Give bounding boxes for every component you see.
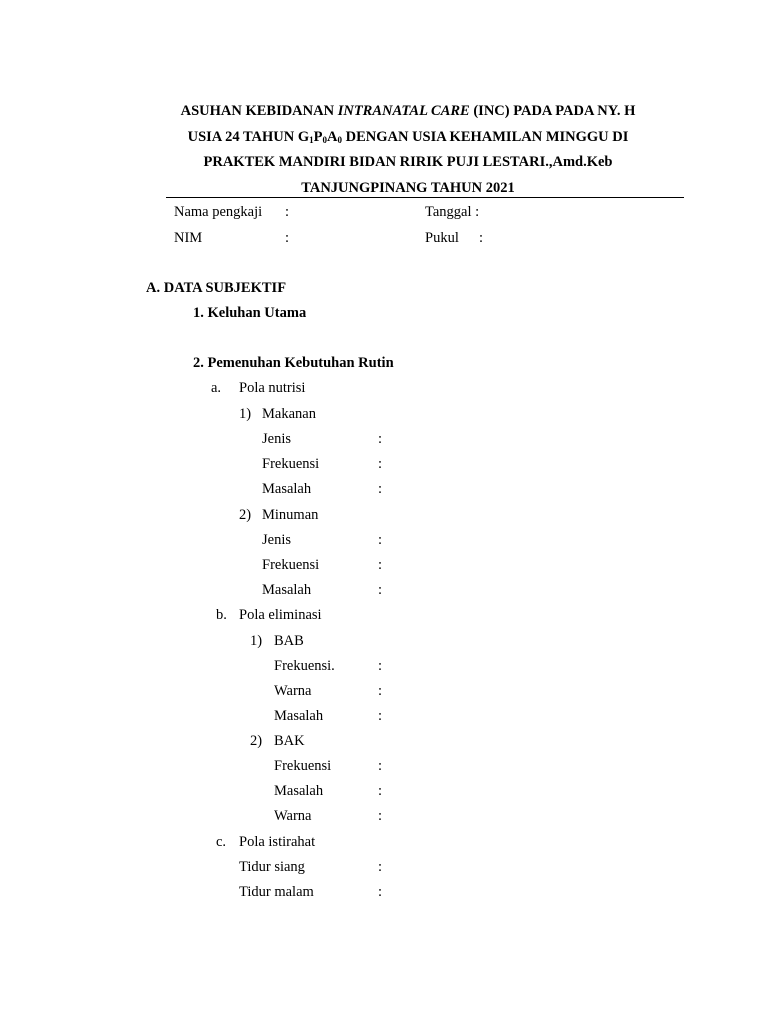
pukul-colon: : [479,230,484,246]
title-italic-term: INTRANATAL CARE [337,103,470,119]
minuman-number: 2) [239,507,252,523]
title-line-3: PRAKTEK MANDIRI BIDAN RIRIK PUJI LESTARI.,Amd.Keb [203,154,613,170]
makanan-masalah-colon: : [378,481,383,497]
bak-frekuensi-label: Frekuensi [274,758,332,774]
bab-label: BAB [274,633,304,649]
bak-masalah-label: Masalah [274,783,324,799]
minuman-jenis-label: Jenis [262,532,291,548]
pukul-label: Pukul [425,230,459,246]
nama-pengkaji-colon: : [285,204,290,220]
minuman-frekuensi-label: Frekuensi [262,557,320,573]
bak-warna-colon: : [378,808,383,824]
p-letter: P [313,129,323,145]
keluhan-utama-heading: 1. Keluhan Utama [193,305,307,321]
header-divider [166,197,684,198]
makanan-jenis-colon: : [378,431,383,447]
bak-masalah-colon: : [378,783,383,799]
nama-pengkaji-label: Nama pengkaji [174,204,263,220]
a-letter: A [327,129,338,145]
minuman-masalah-label: Masalah [262,582,312,598]
bak-warna-label: Warna [274,808,312,824]
title-line-2-end: DENGAN USIA KEHAMILAN MINGGU DI [341,129,629,145]
title-line-4: TANJUNGPINANG TAHUN 2021 [301,180,515,196]
a-subscript: 0 [337,135,342,145]
makanan-number: 1) [239,406,252,422]
title-line-1 [0,102,768,120]
bak-number: 2) [250,733,263,749]
makanan-label: Makanan [262,406,316,422]
g-subscript: 1 [309,135,314,145]
makanan-frekuensi-label: Frekuensi [262,456,320,472]
bab-number: 1) [250,633,263,649]
bab-masalah-colon: : [378,708,383,724]
minuman-masalah-colon: : [378,582,383,598]
title-text-end: (INC) PADA PADA NY. H [469,103,636,119]
makanan-jenis-label: Jenis [262,431,291,447]
tanggal-label: Tanggal : [425,204,480,220]
makanan-frekuensi-colon: : [378,456,383,472]
makanan-masalah-label: Masalah [262,481,312,497]
section-a-heading: A. DATA SUBJEKTIF [146,280,287,296]
bak-frekuensi-colon: : [378,758,383,774]
tidur-siang-label: Tidur siang [239,859,305,875]
istirahat-letter: c. [216,834,227,850]
tidur-malam-label: Tidur malam [239,884,314,900]
eliminasi-letter: b. [216,607,227,623]
tidur-malam-colon: : [378,884,383,900]
nutrisi-letter: a. [211,380,222,396]
p-subscript: 0 [322,135,327,145]
nim-colon: : [285,230,290,246]
bab-frekuensi-label: Frekuensi. [274,658,335,674]
tidur-siang-colon: : [378,859,383,875]
title-line-2 [0,128,768,146]
bab-warna-colon: : [378,683,383,699]
nutrisi-label: Pola nutrisi [239,380,306,396]
bak-label: BAK [274,733,305,749]
bab-masalah-label: Masalah [274,708,324,724]
minuman-frekuensi-colon: : [378,557,383,573]
bab-warna-label: Warna [274,683,312,699]
istirahat-label: Pola istirahat [239,834,316,850]
minuman-label: Minuman [262,507,319,523]
pemenuhan-heading: 2. Pemenuhan Kebutuhan Rutin [193,355,394,371]
minuman-jenis-colon: : [378,532,383,548]
title-text: ASUHAN KEBIDANAN [180,103,338,119]
bab-frekuensi-colon: : [378,658,383,674]
nim-label: NIM [174,230,203,246]
title-line-2-start: USIA 24 TAHUN G [187,129,310,145]
eliminasi-label: Pola eliminasi [239,607,322,623]
